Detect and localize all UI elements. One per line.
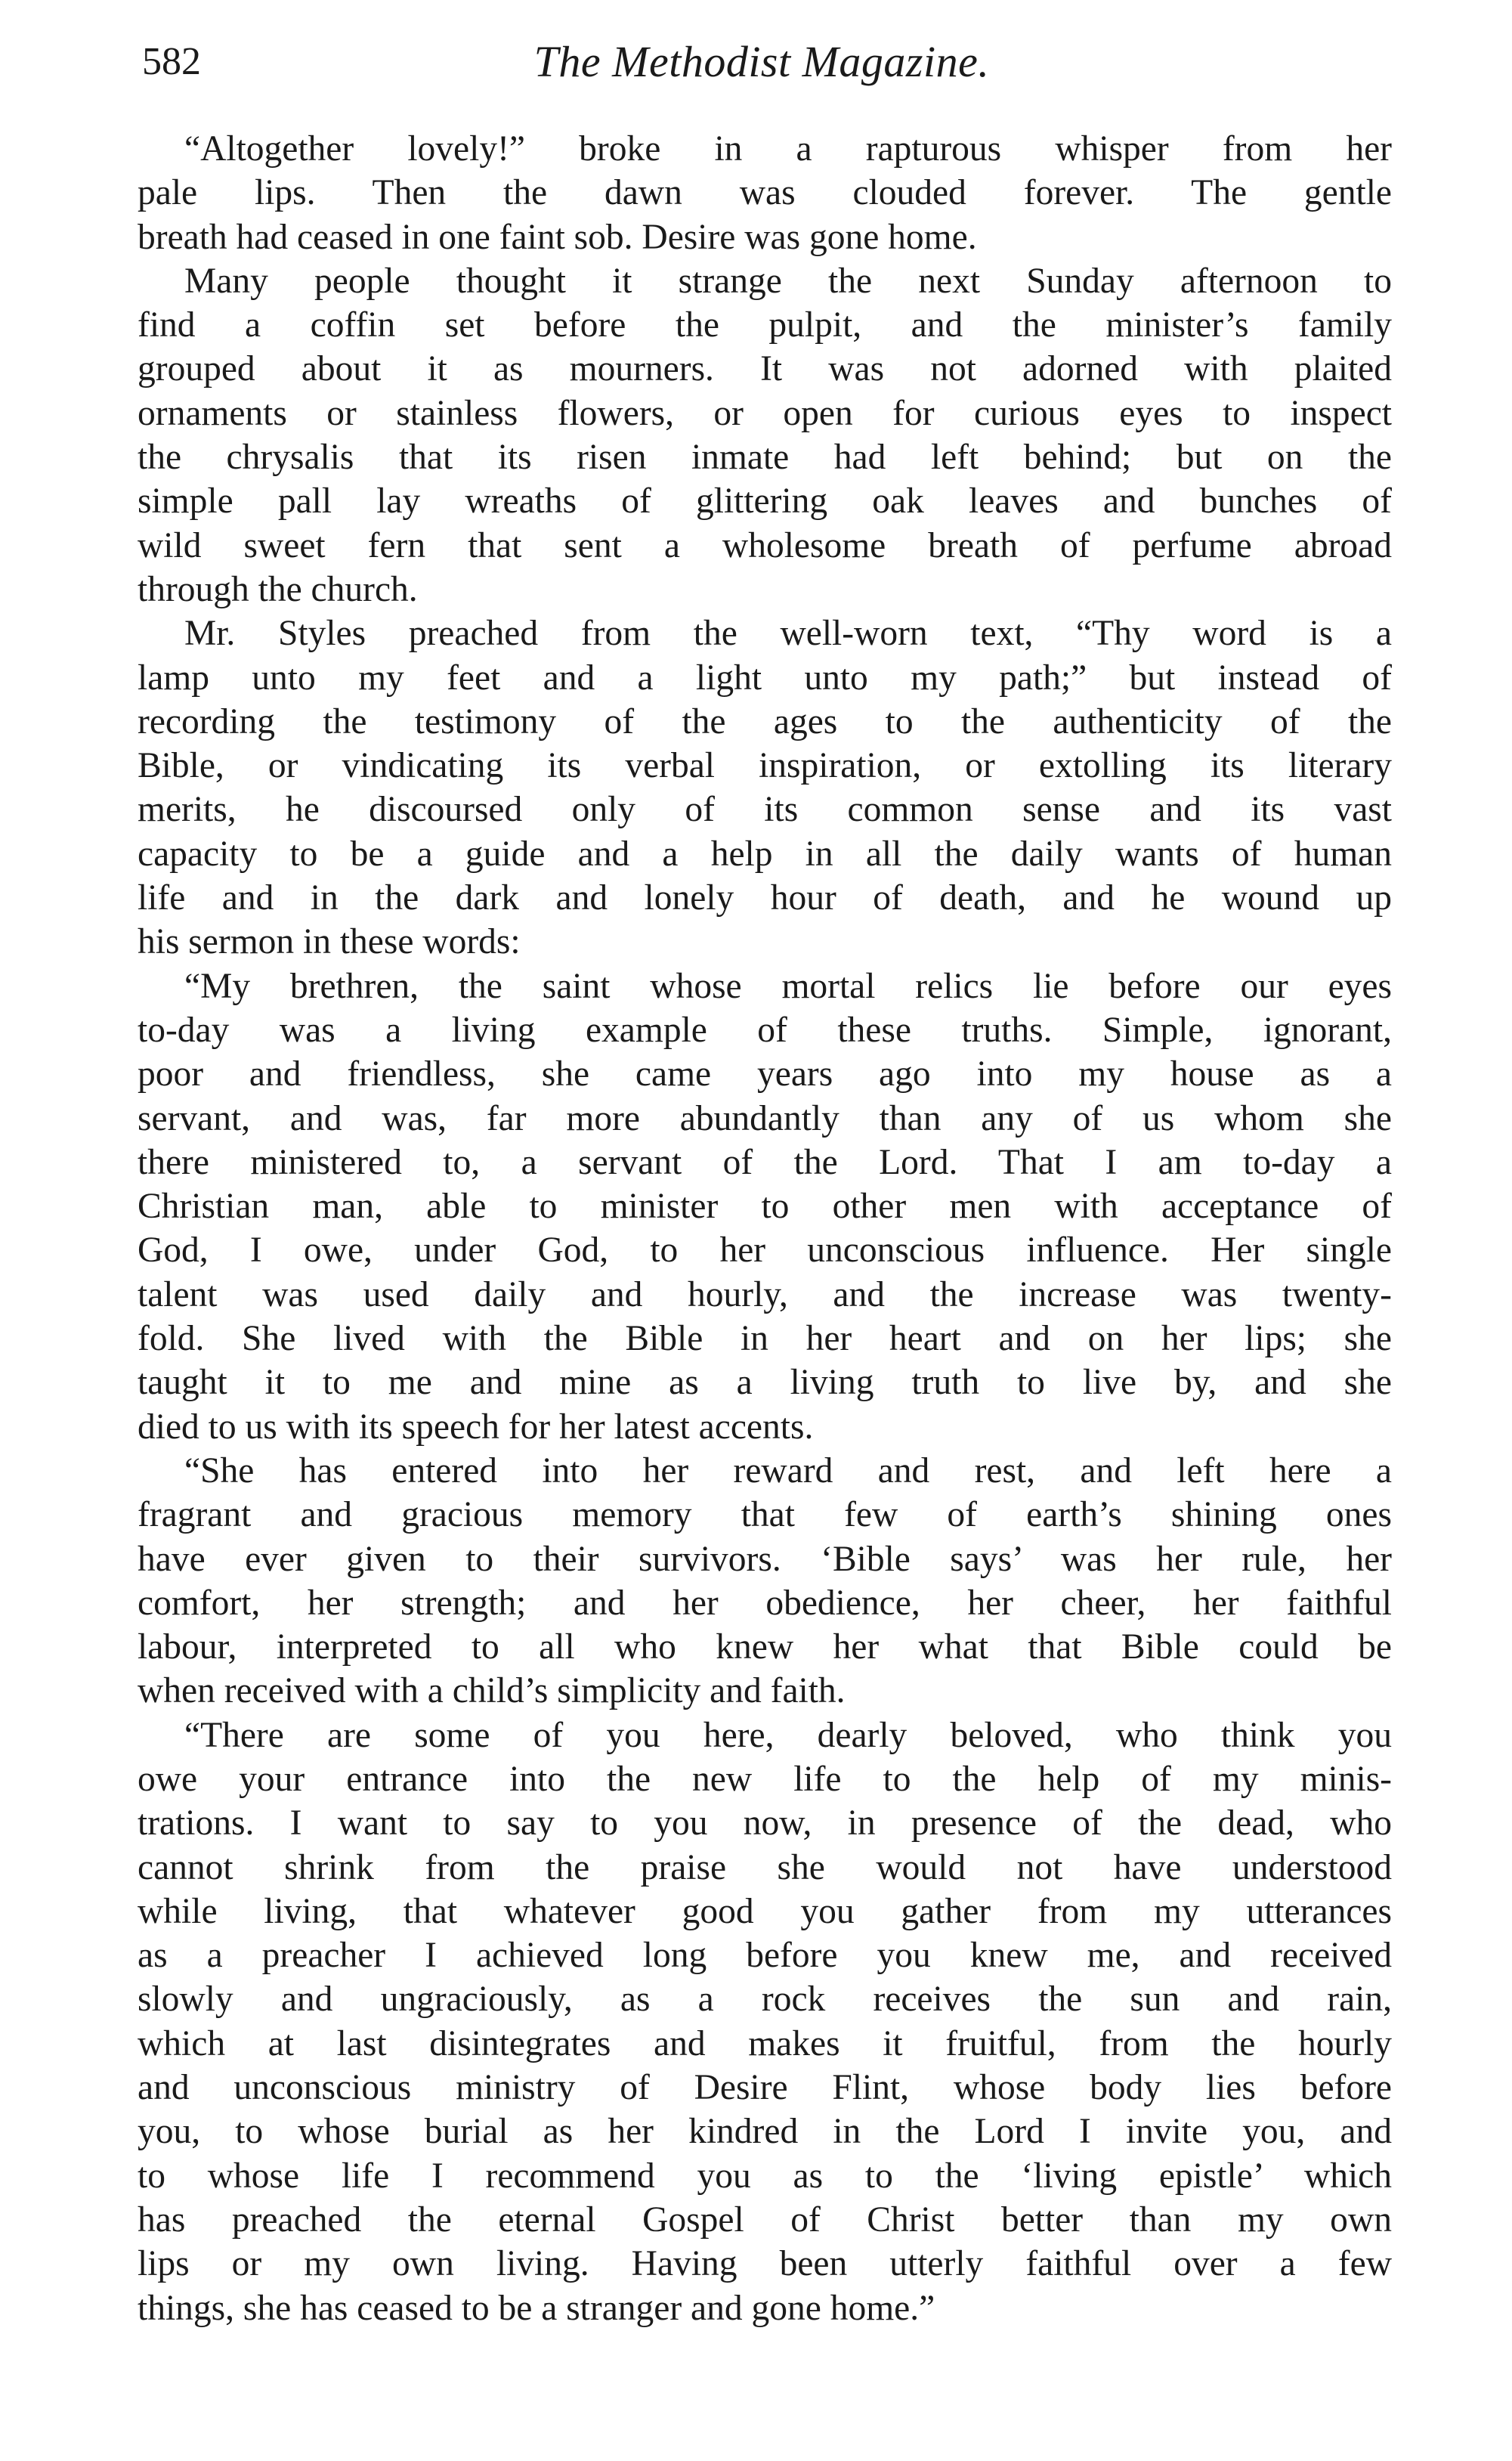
text-line: when received with a child’s simplicity and faith. (138, 1671, 846, 1711)
body-text (138, 127, 1392, 2330)
text-line: taught it to me and mine as a living truth to live by, and she (138, 1363, 1392, 1403)
text-line: pale lips. Then the dawn was clouded forever. The gentle (138, 173, 1392, 213)
text-line: Many people thought it strange the next Sunday afternoon to (184, 261, 1392, 301)
text-line: the chrysalis that its risen inmate had left behind; but on the (138, 438, 1392, 478)
text-line: while living, that whatever good you gather from my utterances (138, 1891, 1392, 1931)
text-line: breath had ceased in one faint sob. Desire was gone home. (138, 217, 977, 257)
text-line: merits, he discoursed only of its common sense and its vast (138, 790, 1392, 830)
text-line: life and in the dark and lonely hour of death, and he wound up (138, 878, 1392, 918)
text-line: labour, interpreted to all who knew her what that Bible could be (138, 1627, 1392, 1667)
text-line: to whose life I recommend you as to the ‘living epistle’ which (138, 2156, 1392, 2196)
text-line: “She has entered into her reward and rest, and left here a (184, 1450, 1392, 1491)
text-line: to-day was a living example of these truths. Simple, ignorant, (138, 1010, 1392, 1050)
text-line: trations. I want to say to you now, in presence of the dead, who (138, 1803, 1392, 1843)
text-line: “There are some of you here, dearly beloved, who think you (184, 1715, 1392, 1755)
text-line: his sermon in these words: (138, 922, 521, 962)
page-number: 582 (142, 40, 201, 83)
text-line: through the church. (138, 569, 418, 609)
text-line: has preached the eternal Gospel of Christ better than my own (138, 2199, 1392, 2240)
text-line: wild sweet fern that sent a wholesome breath of perfume abroad (138, 525, 1392, 565)
text-line: Christian man, able to minister to other men with acceptance of (138, 1187, 1392, 1227)
text-line: cannot shrink from the praise she would not have understood (138, 1847, 1392, 1887)
text-line: fragrant and gracious memory that few of earth’s shining ones (138, 1495, 1392, 1535)
text-line: find a coffin set before the pulpit, and the minister’s family (138, 305, 1392, 345)
text-line: owe your entrance into the new life to the help of my minis- (138, 1759, 1392, 1799)
text-line: things, she has ceased to be a stranger and gone home.” (138, 2288, 935, 2328)
text-line: simple pall lay wreaths of glittering oak leaves and bunches of (138, 481, 1392, 522)
text-line: there ministered to, a servant of the Lord. That I am to-day a (138, 1142, 1392, 1182)
text-line: lips or my own living. Having been utterly faithful over a few (138, 2244, 1392, 2284)
text-line: recording the testimony of the ages to the authenticity of the (138, 701, 1392, 741)
text-line: fold. She lived with the Bible in her heart and on her lips; she (138, 1319, 1392, 1359)
text-line: Bible, or vindicating its verbal inspiration, or extolling its literary (138, 746, 1392, 786)
text-line: Mr. Styles preached from the well-worn text, “Thy word is a (184, 614, 1392, 654)
text-line: poor and friendless, she came years ago into my house as a (138, 1054, 1392, 1094)
text-line: you, to whose burial as her kindred in the Lord I invite you, and (138, 2112, 1392, 2152)
running-head (142, 32, 1381, 92)
text-line: have ever given to their survivors. ‘Bible says’ was her rule, her (138, 1539, 1392, 1579)
journal-title: The Methodist Magazine. (533, 37, 990, 86)
text-line: “Altogether lovely!” broke in a rapturous whisper from her (184, 129, 1392, 169)
text-line: lamp unto my feet and a light unto my path;” but instead of (138, 658, 1392, 698)
text-line: grouped about it as mourners. It was not adorned with plaited (138, 349, 1392, 389)
text-line: “My brethren, the saint whose mortal relics lie before our eyes (184, 966, 1392, 1006)
text-line: as a preacher I achieved long before you knew me, and received (138, 1936, 1392, 1976)
text-line: slowly and ungraciously, as a rock receives the sun and rain, (138, 1980, 1392, 2020)
text-line: comfort, her strength; and her obedience, her cheer, her faithful (138, 1583, 1392, 1623)
text-line: and unconscious ministry of Desire Flint, whose body lies before (138, 2068, 1392, 2108)
text-line: which at last disintegrates and makes it fruitful, from the hourly (138, 2023, 1392, 2063)
text-line: talent was used daily and hourly, and the increase was twenty- (138, 1274, 1392, 1314)
text-line: died to us with its speech for her latest accents. (138, 1407, 814, 1447)
text-line: capacity to be a guide and a help in all the daily wants of human (138, 834, 1392, 874)
text-line: servant, and was, far more abundantly than any of us whom she (138, 1098, 1392, 1138)
text-line: ornaments or stainless flowers, or open for curious eyes to inspect (138, 393, 1392, 433)
text-line: God, I owe, under God, to her unconscious influence. Her single (138, 1230, 1392, 1271)
